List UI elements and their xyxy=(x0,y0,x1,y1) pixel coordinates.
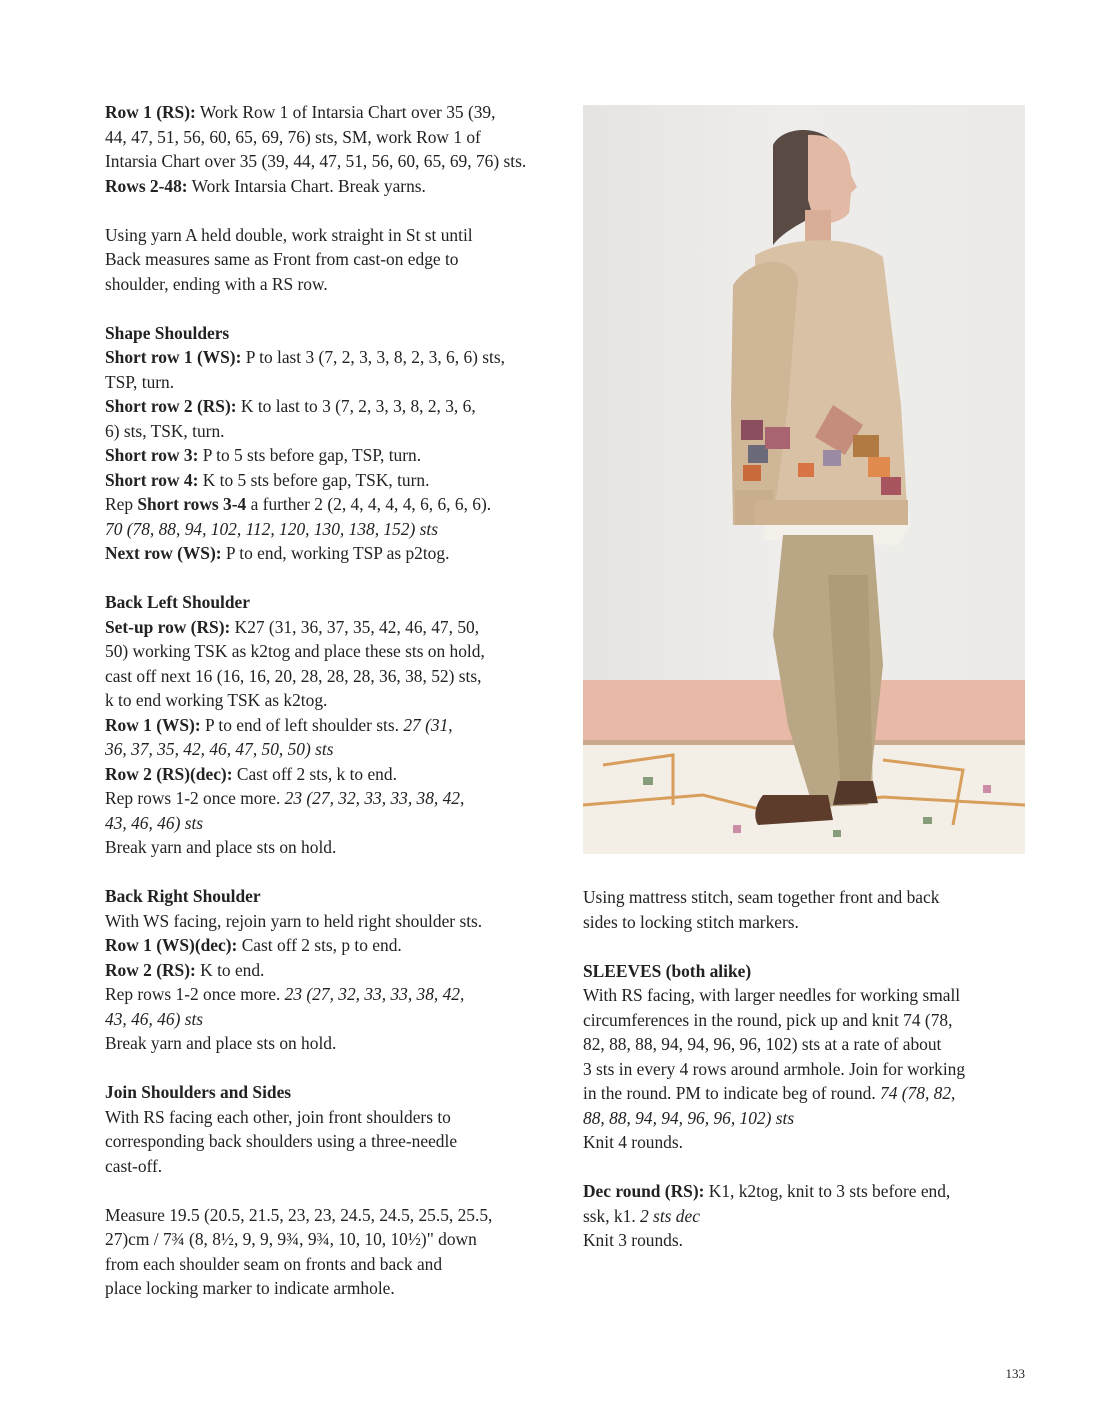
section-heading: Shape Shoulders xyxy=(105,322,230,343)
model-figure xyxy=(583,105,1025,854)
back-left-shoulder-section: Back Left Shoulder Set-up row (RS): K27 (31, 36, 37, 35, 42, 46, 47, 50, 50) working TSK as k2tog and place these sts on hold, cast off next 16 (16, 16, 20, 28, 28, 28, 36, 38, 52) sts, k to end working TSK as k2tog. Row 1 (WS): P to end of left shoulder sts. 27 (31, 36, 37, 35, 42, 46, 47, 50, 50) sts Row 2 (RS)(dec): Cast off 2 sts, k to end. Rep rows 1-2 once more. 23 (27, 32, 33, 33, 38, 42, 43, 46, 46) sts Break yarn and place sts on hold. xyxy=(105,590,565,860)
left-column xyxy=(105,100,565,1325)
mattress-stitch-paragraph: Using mattress stitch, seam together front and back sides to locking stitch markers. xyxy=(583,887,940,932)
model-photo xyxy=(583,105,1025,854)
join-shoulders-section: Join Shoulders and Sides With RS facing each other, join front shoulders to corresponding back shoulders using a three-needle cast-off. xyxy=(105,1080,565,1178)
row-1-label: Row 1 (RS): xyxy=(105,102,196,122)
page-number: 133 xyxy=(1005,1366,1025,1381)
section-heading: Join Shoulders and Sides xyxy=(105,1082,292,1102)
dec-round-paragraph: Dec round (RS): K1, k2tog, knit to 3 sts before end, ssk, k1. 2 sts dec Knit 3 rounds. xyxy=(583,1181,951,1250)
shape-shoulders-section: Shape Shoulders Short row 1 (WS): P to last 3 (7, 2, 3, 3, 8, 2, 3, 6, 6) sts, TSP, turn. Short row 2 (RS): K to last to 3 (7, 2, 3, 3, 8, 2, 3, 6, 6) sts, TSK, turn. Short row 3: P to 5 sts before gap, TSP, turn. Short row 4: K to 5 sts before gap, TSK, turn. Rep Short rows 3-4 a further 2 (2, 4, 4, 4, 4, 6, 6, 6, 6). 70 (78, 88, 94, 102, 112, 120, 130, 138, 152) sts Next row (WS): P to end, working TSP as p2tog. xyxy=(105,321,565,566)
right-column xyxy=(583,885,1028,1277)
section-heading: Back Right Shoulder xyxy=(105,886,261,906)
back-right-shoulder-section: Back Right Shoulder With WS facing, rejoin yarn to held right shoulder sts. Row 1 (WS)(dec): Cast off 2 sts, p to end. Row 2 (RS): K to end. Rep rows 1-2 once more. 23 (27, 32, 33, 33, 38, 42, 43, 46, 46) sts Break yarn and place sts on hold. xyxy=(105,884,565,1056)
measure-paragraph: Measure 19.5 (20.5, 21.5, 23, 23, 24.5, 24.5, 25.5, 25.5, 27)cm / 7¾ (8, 8½, 9, 9, 9¾, 9¾, 10, 10, 10½)" down from each shoulder seam on fronts and back and place locking marker to indicate armhole. xyxy=(105,1204,493,1298)
st-st-paragraph: Using yarn A held double, work straight in St st until Back measures same as Front from cast-on edge to shoulder, ending with a RS row. xyxy=(105,224,473,294)
section-heading: SLEEVES (both alike) xyxy=(583,960,752,981)
sleeves-section: SLEEVES (both alike) With RS facing, with larger needles for working small circumferences in the round, pick up and knit 74 (78, 82, 88, 88, 94, 94, 96, 96, 102) sts at a rate of about 3 sts in every 4 rows around armhole. Join for working in the round. PM to indicate beg of round. 74 (78, 82, 88, 88, 94, 94, 96, 96, 102) sts Knit 4 rounds. xyxy=(583,959,1028,1155)
intarsia-rows-paragraph: Row 1 (RS): Work Row 1 of Intarsia Chart over 35 (39, 44, 47, 51, 56, 60, 65, 69, 76) sts, SM, work Row 1 of Intarsia Chart over 35 (39, 44, 47, 51, 56, 60, 65, 69, 76) sts. Rows 2-48: Work Intarsia Chart. Break yarns. xyxy=(105,102,527,196)
rows-2-48-label: Rows 2-48: xyxy=(105,175,188,196)
section-heading: Back Left Shoulder xyxy=(105,592,250,612)
